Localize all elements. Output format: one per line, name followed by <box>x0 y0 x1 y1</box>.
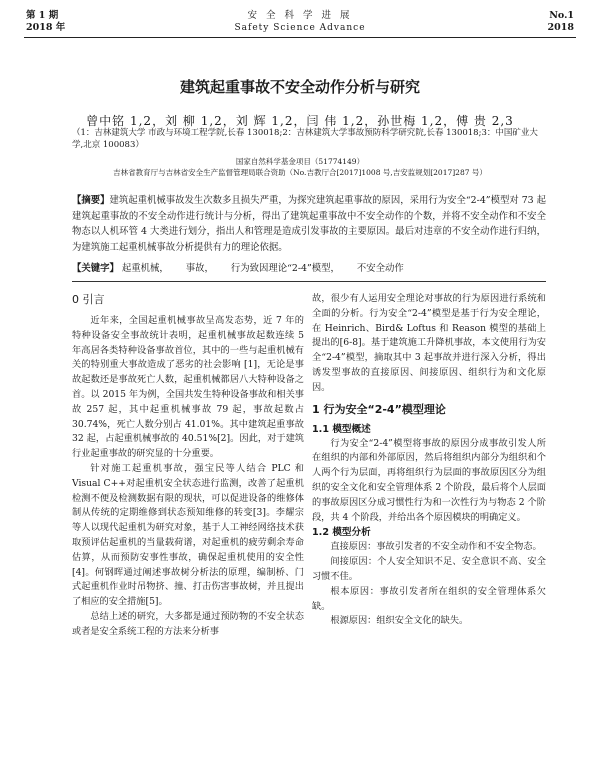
left-column <box>72 292 304 640</box>
header-right <box>548 10 574 34</box>
body-paragraph: 总结上述的研究，大多都是通过预防物的不安全状态或者是安全系统工程的方法来分析事 <box>72 610 304 637</box>
right-column <box>312 292 546 629</box>
keyword-item: 事故， <box>185 263 214 274</box>
header-issue: 第 1 期 <box>26 10 59 21</box>
header-year-en: 2018 <box>547 22 574 33</box>
header-center <box>0 10 600 34</box>
header-journal-cn: 安 全 科 学 进 展 <box>247 10 353 21</box>
author-list: 曾中铭 1,2，刘 柳 1,2，刘 辉 1,2，闫 伟 1,2，孙世梅 1,2，傅 贵 2,3 <box>86 114 514 128</box>
affiliation: （1：吉林建筑大学 市政与环境工程学院,长春 130018;2：吉林建筑大学事故预防科学研究院,长春 130018;3：中国矿业大学,北京 100083） <box>72 128 538 150</box>
subsection-heading-1-2: 1.2 模型分析 <box>312 527 371 539</box>
abstract-divider <box>72 281 546 282</box>
subsection-heading-1-1: 1.1 模型概述 <box>312 423 371 435</box>
header-year: 2018 年 <box>26 22 66 33</box>
abstract <box>72 193 546 255</box>
header-journal-en: Safety Science Advance <box>234 23 366 33</box>
body-paragraph: 行为安全“2-4”模型将事故的原因分成事故引发人所在组织的内部和外部原因，然后将组织内部分为组织和个人两个行为层面，再将组织行为层面的事故原因区分为组织的安全文化和安全管理体系 2 个阶段，最后将个人层面的事故原因区分成习惯性行为和一次性行为与物态 2 个阶段，共 4 个阶段，并给出各个原因模块的明确定义。 <box>312 437 546 523</box>
paper-title: 建筑起重事故不安全动作分析与研究 <box>179 78 420 96</box>
keyword-item: 行为致因理论“2-4”模型， <box>230 263 340 274</box>
body-paragraph: 针对施工起重机事故，强宝民等人结合 PLC 和 Visual C++对起重机安全状态进行监测，改善了起重机检测不便及检测数据有限的现状，可以促进设备的维修体制从传统的定期维修到状态预知维修的转变[3]。李耀宗等人以现代起重机为研究对象，基于人工神经网络技术获取预评估起重机的当量载荷谱，对起重机的疲劳剩余寿命估算，从而预防安事性事故，确保起重机使用的安全性[4]。何钢晖通过阐述事故树分析法的原理，编制桥、门式起重机作业时吊物挤、撞、打击伤害事故树，并且提出了相应的安全措施[5]。 <box>72 462 304 608</box>
abstract-label: 【摘要】 <box>72 195 110 206</box>
funding-note <box>0 156 600 178</box>
funding-line-1: 国家自然科学基金项目（51774149） <box>235 157 365 166</box>
list-item: 直接原因：事故引发者的不安全动作和不安全物态。 <box>330 541 542 553</box>
body-paragraph: 故，很少有人运用安全理论对事故的行为原因进行系统和全面的分析。行为安全“2-4”模型是基于行为安全理论，在 Heinrich、Bird& Loftus 和 Reason 模型的基础上提出的[6-8]。基于建筑施工升降机事故，本文使用行为安全“2-4”模型，摘取其中 3 起事故并进行深入分析，得出诱发型事故的直接原因、间接原因、组织行为和文化原因。 <box>312 293 546 393</box>
header-issue-en: No.1 <box>549 10 574 21</box>
section-heading-intro: 0 引言 <box>72 293 105 306</box>
section-heading-1: 1 行为安全“2-4”模型理论 <box>312 402 446 416</box>
keyword-item: 起重机械， <box>121 263 169 274</box>
keyword-item: 不安全动作 <box>356 263 404 274</box>
header-divider <box>24 37 576 38</box>
list-item: 根本原因：事故引发者所在组织的安全管理体系欠缺。 <box>312 585 546 612</box>
list-item: 间接原因：个人安全知识不足、安全意识不高、安全习惯不佳。 <box>312 556 546 582</box>
keywords <box>72 262 546 276</box>
abstract-text: 建筑起重机械事故发生次数多且损失严重，为探究建筑起重事故的原因，采用行为安全“2-4”模型对 73 起建筑起重事故的不安全动作进行统计与分析，得出了建筑起重事故中不安全动作的个数，并将不安全动作和不安全物态以人机环管 4 大类进行划分，指出人和管理是造成引发事故的主要原因。最后对违章的不安全动作进行归纳，为建筑施工起重机械事故分析提供有力的理论依据。 <box>72 195 546 253</box>
list-item: 根源原因：组织安全文化的缺失。 <box>330 615 469 627</box>
keywords-label: 【关键字】 <box>72 263 119 274</box>
funding-line-2: 吉林省教育厅与吉林省安全生产监督管理局联合资助（No.吉教厅合[2017]1008 号,吉安监规划[2017]287 号） <box>113 168 487 177</box>
body-paragraph: 近年来，全国起重机械事故呈高发态势，近 7 年的特种设备安全事故统计表明，起重机械事故起数连续 5 年高居各类特种设备事故首位，其中的一些与起重机械有关的特别重大事故造成了恶劣的社会影响 [1]，无论是事故起数还是事故死亡人数，起重机械都居八大特种设备之首。以 2015 年为例，全国共发生特种设备事故和相关事故 257 起，其中起重机械事故 79 起，事故起数占 30.74%，死亡人数分别占 41.01%。其中建筑起重事故 32 起，占起重机械事故的 40.51%[2]。因此，对于建筑行业起重事故的研究显的十分重要。 <box>72 315 304 460</box>
